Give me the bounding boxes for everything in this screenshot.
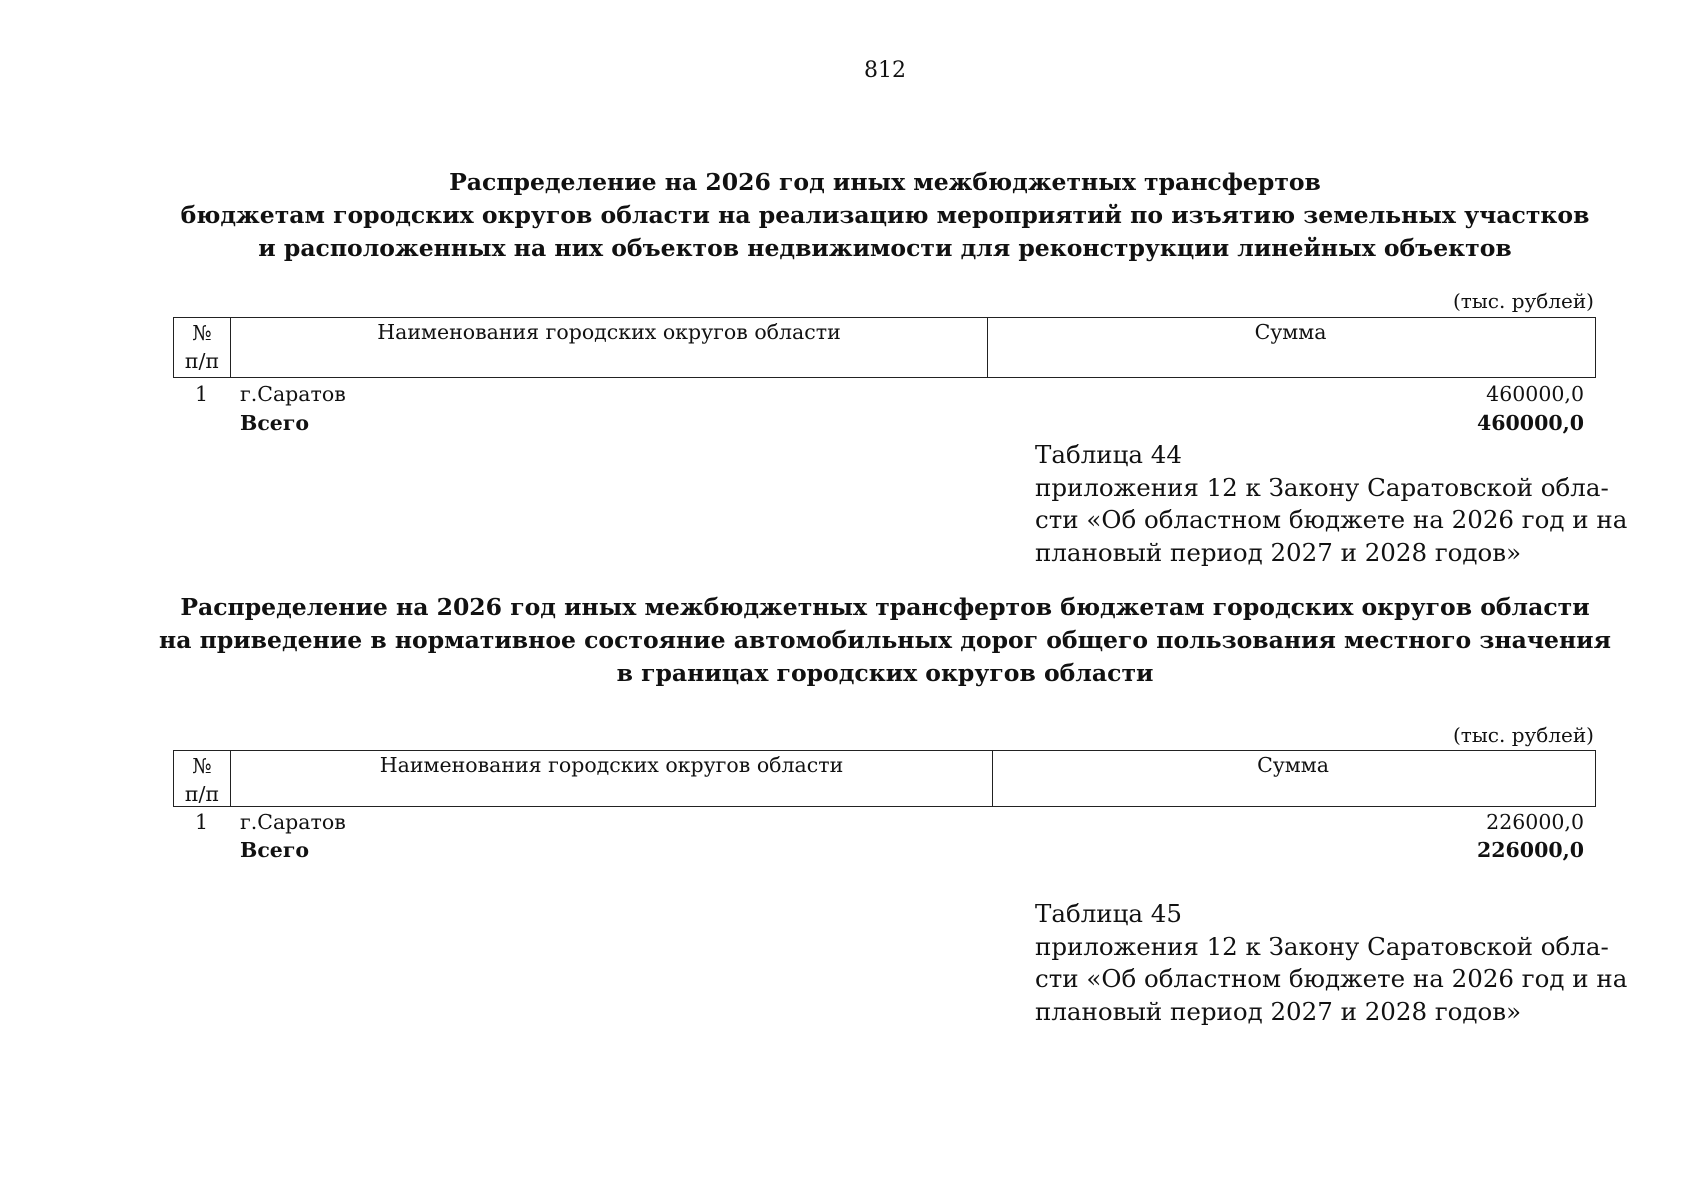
column-header-number (174, 751, 231, 806)
total-label: Всего (240, 838, 310, 862)
appendix-title: Таблица 44 (1035, 440, 1182, 469)
appendix-title: Таблица 45 (1035, 899, 1182, 928)
number-abbrev: п/п (184, 349, 220, 373)
total-sum: 226000,0 (1477, 838, 1584, 862)
section1-unit: (тыс. рублей) (1453, 289, 1594, 313)
section1-heading-line: бюджетам городских округов области на реализацию мероприятий по изъятию земельных участков (180, 201, 1590, 229)
appendix-line: сти «Об областном бюджете на 2026 год и на (1035, 964, 1628, 993)
table-total-row (173, 411, 1596, 439)
section1-heading-line: и расположенных на них объектов недвижимости для реконструкции линейных объектов (258, 234, 1512, 262)
row-name: г.Саратов (240, 382, 346, 406)
number-sign: № (192, 754, 212, 778)
section2-heading (0, 591, 1697, 690)
column-header-number (174, 318, 231, 377)
column-header-sum: Сумма (1257, 753, 1329, 777)
appendix-line: плановый период 2027 и 2028 годов» (1035, 996, 1522, 1026)
section1-heading (0, 166, 1697, 265)
number-abbrev: п/п (184, 782, 220, 806)
row-sum: 226000,0 (1486, 810, 1584, 834)
appendix-table-45 (1035, 898, 1628, 1028)
section1-heading-line: Распределение на 2026 год иных межбюджетных трансфертов (449, 168, 1321, 196)
appendix-line: сти «Об областном бюджете на 2026 год и на (1035, 505, 1628, 534)
row-sum: 460000,0 (1486, 382, 1584, 406)
table-total-row (173, 838, 1596, 866)
column-header-name: Наименования городских округов области (231, 751, 993, 806)
table-row (173, 382, 1596, 410)
column-header-name: Наименования городских округов области (231, 318, 988, 377)
section2-table-header (173, 750, 1596, 807)
section2-heading-line: в границах городских округов области (616, 659, 1154, 687)
row-name: г.Саратов (240, 810, 346, 834)
section2-unit: (тыс. рублей) (1453, 723, 1594, 747)
total-sum: 460000,0 (1477, 411, 1584, 435)
appendix-line: плановый период 2027 и 2028 годов» (1035, 537, 1522, 567)
section2-heading-line: Распределение на 2026 год иных межбюджетных трансфертов бюджетам городских округов области (180, 593, 1590, 621)
row-number: 1 (194, 382, 209, 406)
column-header-sum: Сумма (1254, 320, 1327, 344)
appendix-line: приложения 12 к Закону Саратовской обла- (1035, 931, 1609, 961)
appendix-line: приложения 12 к Закону Саратовской обла- (1035, 472, 1609, 502)
table-row (173, 810, 1596, 838)
total-label: Всего (240, 411, 310, 435)
number-sign: № (192, 321, 212, 345)
section2-heading-line: на приведение в нормативное состояние автомобильных дорог общего пользования местного значения (159, 626, 1611, 654)
row-number: 1 (194, 810, 209, 834)
appendix-table-44 (1035, 439, 1628, 569)
page-number: 812 (864, 58, 906, 83)
section1-table-header (173, 317, 1596, 378)
